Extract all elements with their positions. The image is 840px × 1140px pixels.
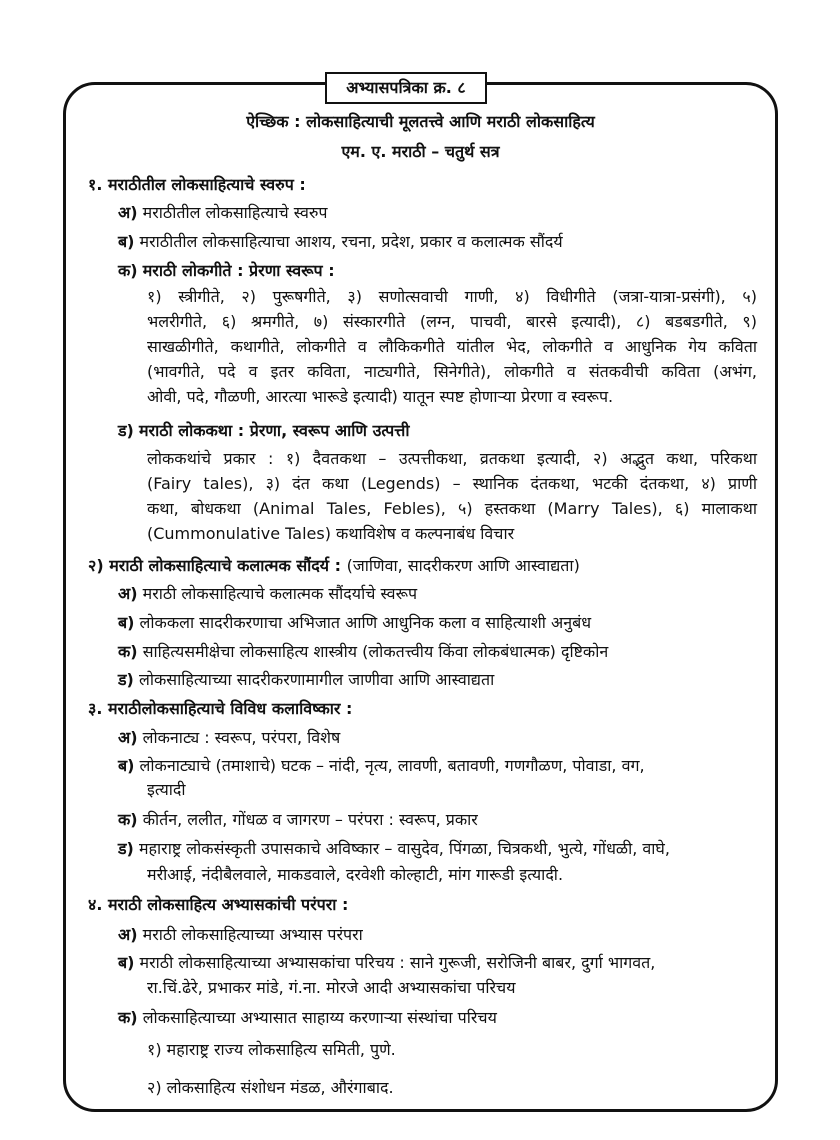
item-text: लोकनाट्य : स्वरूप, परंपरा, विशेष xyxy=(142,728,341,747)
paragraph-line: लोककथांचे प्रकार : १) दैवतकथा – उत्पत्तीकथा, व्रतकथा इत्यादी, २) अद्भुत कथा, परिकथा xyxy=(147,449,757,468)
section-1-item-b xyxy=(118,231,563,253)
course-title: ऐच्छिक : लोकसाहित्याची मूलतत्त्वे आणि मराठी लोकसाहित्य xyxy=(246,112,595,131)
paragraph-line: १) स्त्रीगीते, २) पुरूषगीते, ३) सणोत्सवाची गाणी, ४) विधीगीते (जत्रा-यात्रा-प्रसंगी), ५) xyxy=(147,287,757,306)
section-1-heading: १. मराठीतील लोकसाहित्याचे स्वरुप : xyxy=(88,175,306,194)
item-text: लोकसाहित्याच्या सादरीकरणामागील जाणीवा आणि आस्वाद्यता xyxy=(138,670,495,689)
item-continuation: रा.चिं.ढेरे, प्रभाकर मांडे, गं.ना. मोरजे आदी अभ्यासकांचा परिचय xyxy=(147,978,516,997)
marker: क) xyxy=(118,642,138,661)
marker: ब) xyxy=(118,232,135,251)
item-text: मराठी लोकसाहित्याच्या अभ्यासकांचा परिचय : साने गुरूजी, सरोजिनी बाबर, दुर्गा भागवत, xyxy=(139,953,656,972)
marker: क) xyxy=(118,261,138,280)
item-text: महाराष्ट्र लोकसंस्कृती उपासकाचे अविष्कार – वासुदेव, पिंगळा, चित्रकथी, भुत्ये, गोंधळी, वाघे, xyxy=(138,839,670,858)
institution-item: २) लोकसाहित्य संशोधन मंडळ, औरंगाबाद. xyxy=(147,1078,394,1097)
section-4-item-c xyxy=(118,1007,497,1029)
paragraph-line: ओवी, पदे, गौळणी, आरत्या भारूडे इत्यादी) यातून स्पष्ट होणाऱ्या प्रेरणा व स्वरूप. xyxy=(147,387,614,406)
section-2-heading xyxy=(88,555,580,577)
section-3-item-a xyxy=(118,727,340,749)
marker: अ) xyxy=(118,584,138,603)
item-text: मराठीतील लोकसाहित्याचे स्वरुप xyxy=(142,203,328,222)
section-1-item-c xyxy=(118,260,335,282)
section-3-item-b xyxy=(118,755,645,777)
marker: ड) xyxy=(118,839,134,858)
marker: ब) xyxy=(118,756,135,775)
item-continuation: मरीआई, नंदीबैलवाले, माकडवाले, दरवेशी कोल्हाटी, मांग गारूडी इत्यादी. xyxy=(147,865,564,884)
paragraph-line: (Fairy tales), ३) दंत कथा (Legends) – स्थानिक दंतकथा, भटकी दंतकथा, ४) प्राणी xyxy=(147,474,757,493)
heading-note: (जाणिवा, सादरीकरण आणि आस्वाद्यता) xyxy=(346,556,580,575)
semester-title: एम. ए. मराठी – चतुर्थ सत्र xyxy=(341,142,500,161)
item-text: लोककला सादरीकरणाचा अभिजात आणि आधुनिक कला व साहित्याशी अनुबंध xyxy=(139,613,592,632)
item-text: लोकसाहित्याच्या अभ्यासात साहाय्य करणाऱ्या संस्थांचा परिचय xyxy=(142,1008,497,1027)
section-4-item-b xyxy=(118,952,655,974)
heading-text: २) मराठी लोकसाहित्याचे कलात्मक सौंदर्य : xyxy=(88,556,342,575)
marker: क) xyxy=(118,810,138,829)
marker: ड) xyxy=(118,670,134,689)
section-2-item xyxy=(118,612,591,634)
item-text: साहित्यसमीक्षेचा लोकसाहित्य शास्त्रीय (लोकतत्त्वीय किंवा लोकबंधात्मक) दृष्टिकोन xyxy=(142,642,609,661)
item-text: लोकनाट्याचे (तमाशाचे) घटक – नांदी, नृत्य, लावणी, बतावणी, गणगौळण, पोवाडा, वग, xyxy=(139,756,645,775)
section-4-heading: ४. मराठी लोकसाहित्य अभ्यासकांची परंपरा : xyxy=(88,895,349,914)
marker: ब) xyxy=(118,613,135,632)
section-3-item-d xyxy=(118,838,670,860)
item-text: मराठी लोककथा : प्रेरणा, स्वरूप आणि उत्पत्ती xyxy=(138,421,410,440)
section-1-item-d xyxy=(118,420,409,442)
paragraph-line: कथा, बोधकथा (Animal Tales, Febles), ५) हस्तकथा (Marry Tales), ६) मालाकथा xyxy=(147,499,757,518)
item-text: मराठीतील लोकसाहित्याचा आशय, रचना, प्रदेश, प्रकार व कलात्मक सौंदर्य xyxy=(139,232,563,251)
paper-number-box: अभ्यासपत्रिका क्र. ८ xyxy=(325,72,487,104)
section-1-item-a xyxy=(118,202,328,224)
paragraph-line: साखळीगीते, कथागीते, लोकगीते व लौकिकगीते यांतील भेद, लोकगीते व आधुनिक गेय कविता xyxy=(147,337,757,356)
marker: अ) xyxy=(118,203,138,222)
section-2-item xyxy=(118,583,417,605)
item-text: मराठी लोकसाहित्याचे कलात्मक सौंदर्याचे स्वरूप xyxy=(142,584,418,603)
item-continuation: इत्यादी xyxy=(147,780,186,799)
item-text: मराठी लोकगीते : प्रेरणा स्वरूप : xyxy=(142,261,335,280)
paragraph-line: (Cummonulative Tales) कथाविशेष व कल्पनाबंध विचार xyxy=(147,524,515,543)
marker: ब) xyxy=(118,953,135,972)
item-text: कीर्तन, ललीत, गोंधळ व जागरण – परंपरा : स्वरूप, प्रकार xyxy=(142,810,478,829)
marker: अ) xyxy=(118,728,138,747)
paragraph-line: (भावगीते, पदे व इतर कविता, नाट्यगीते, सिनेगीते), लोकगीते व संतकवीची कविता (अभंग, xyxy=(147,362,757,381)
institution-item: १) महाराष्ट्र राज्य लोकसाहित्य समिती, पुणे. xyxy=(147,1040,396,1059)
section-3-heading: ३. मराठीलोकसाहित्याचे विविध कलाविष्कार : xyxy=(88,699,353,718)
section-3-item-c xyxy=(118,809,478,831)
item-text: मराठी लोकसाहित्याच्या अभ्यास परंपरा xyxy=(142,925,363,944)
paragraph-line: भलरीगीते, ६) श्रमगीते, ७) संस्कारगीते (लग्न, पाचवी, बारसे इत्यादी), ८) बडबडगीते, ९) xyxy=(147,312,757,331)
marker: ड) xyxy=(118,421,134,440)
marker: क) xyxy=(118,1008,138,1027)
section-4-item-a xyxy=(118,924,363,946)
section-2-item xyxy=(118,669,494,691)
marker: अ) xyxy=(118,925,138,944)
section-2-item xyxy=(118,641,608,663)
